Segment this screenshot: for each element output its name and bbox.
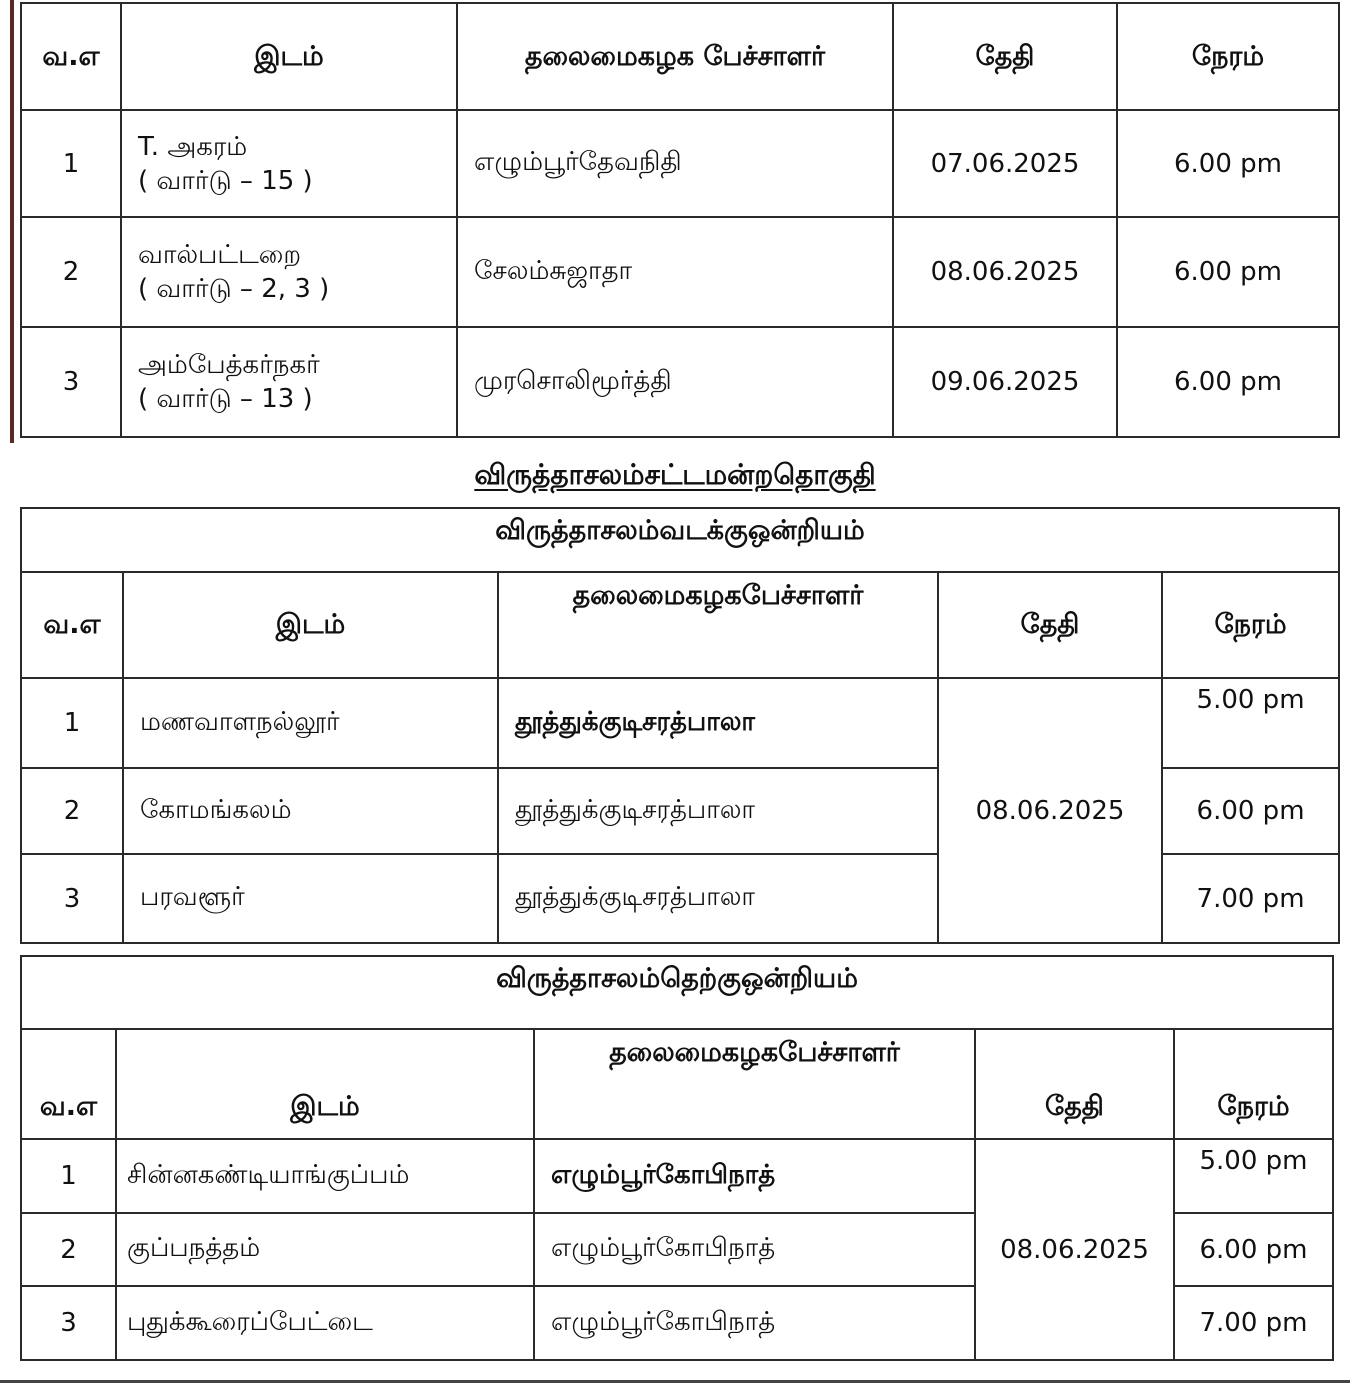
table-row xyxy=(21,110,1339,217)
table-title: விருத்தாசலம்வடக்குஒன்றியம் xyxy=(21,508,1339,572)
table-header-row xyxy=(21,3,1339,110)
header-place: இடம் xyxy=(121,3,457,110)
table-title-row xyxy=(21,956,1333,1029)
header-place: இடம் xyxy=(123,572,498,678)
row-speaker: எழும்பூர்தேவநிதி xyxy=(457,110,893,217)
row-serial: 3 xyxy=(21,854,123,943)
row-serial: 3 xyxy=(21,1286,116,1360)
row-serial: 1 xyxy=(21,110,121,217)
header-place: இடம் xyxy=(116,1029,534,1139)
header-date: தேதி xyxy=(975,1029,1174,1139)
row-serial: 3 xyxy=(21,327,121,437)
schedule-table-3 xyxy=(20,955,1334,1361)
row-speaker: எழும்பூர்கோபிநாத் xyxy=(534,1286,975,1360)
row-serial: 2 xyxy=(21,1213,116,1286)
row-place: புதுக்கூரைப்பேட்டை xyxy=(116,1286,534,1360)
place-name: வால்பட்டறை xyxy=(138,240,302,270)
header-time: நேரம் xyxy=(1162,572,1339,678)
table-title-row xyxy=(21,508,1339,572)
schedule-table-2 xyxy=(20,507,1340,944)
row-speaker: தூத்துக்குடிசரத்பாலா xyxy=(498,768,938,854)
header-date: தேதி xyxy=(938,572,1162,678)
schedule-table-1 xyxy=(20,2,1340,438)
place-ward: ( வார்டு – 15 ) xyxy=(138,165,313,196)
row-place: சின்னகண்டியாங்குப்பம் xyxy=(116,1139,534,1213)
row-time: 5.00 pm xyxy=(1162,678,1339,768)
row-serial: 2 xyxy=(21,217,121,327)
table-row xyxy=(21,217,1339,327)
place-name: அம்பேத்கர்நகர் xyxy=(138,350,320,380)
header-speaker: தலைமைகழகபேச்சாளர் xyxy=(498,572,938,678)
row-speaker: தூத்துக்குடிசரத்பாலா xyxy=(498,854,938,943)
row-speaker: சேலம்சுஜாதா xyxy=(457,217,893,327)
header-serial: வ.எ xyxy=(21,3,121,110)
row-place xyxy=(121,327,457,437)
place-ward: ( வார்டு – 2, 3 ) xyxy=(138,274,330,304)
row-serial: 1 xyxy=(21,1139,116,1213)
row-time: 5.00 pm xyxy=(1174,1139,1333,1213)
row-serial: 2 xyxy=(21,768,123,854)
row-place: குப்பநத்தம் xyxy=(116,1213,534,1286)
row-speaker: முரசொலிமூர்த்தி xyxy=(457,327,893,437)
row-date: 08.06.2025 xyxy=(893,217,1117,327)
row-time: 6.00 pm xyxy=(1174,1213,1333,1286)
table-row xyxy=(21,327,1339,437)
header-time: நேரம் xyxy=(1117,3,1339,110)
row-speaker: எழும்பூர்கோபிநாத் xyxy=(534,1139,975,1213)
header-time: நேரம் xyxy=(1174,1029,1333,1139)
row-place xyxy=(121,217,457,327)
table-header-row xyxy=(21,1029,1333,1139)
row-speaker: தூத்துக்குடிசரத்பாலா xyxy=(498,678,938,768)
row-date: 09.06.2025 xyxy=(893,327,1117,437)
shared-date: 08.06.2025 xyxy=(975,1139,1174,1360)
header-serial: வ.எ xyxy=(21,572,123,678)
row-time: 6.00 pm xyxy=(1117,217,1339,327)
row-time: 6.00 pm xyxy=(1117,110,1339,217)
table-title: விருத்தாசலம்தெற்குஒன்றியம் xyxy=(21,956,1333,1029)
row-time: 6.00 pm xyxy=(1162,768,1339,854)
place-name: T. அகரம் xyxy=(138,131,248,162)
header-serial: வ.எ xyxy=(21,1029,116,1139)
header-speaker: தலைமைகழக பேச்சாளர் xyxy=(457,3,893,110)
header-date: தேதி xyxy=(893,3,1117,110)
row-serial: 1 xyxy=(21,678,123,768)
row-time: 7.00 pm xyxy=(1174,1286,1333,1360)
row-place: பரவளூர் xyxy=(123,854,498,943)
row-place: மணவாளநல்லூர் xyxy=(123,678,498,768)
row-place xyxy=(121,110,457,217)
header-speaker: தலைமைகழகபேச்சாளர் xyxy=(534,1029,975,1139)
row-time: 6.00 pm xyxy=(1117,327,1339,437)
left-margin-rule xyxy=(10,0,14,443)
row-time: 7.00 pm xyxy=(1162,854,1339,943)
row-place: கோமங்கலம் xyxy=(123,768,498,854)
table-header-row xyxy=(21,572,1339,678)
place-ward: ( வார்டு – 13 ) xyxy=(138,384,313,414)
table-row xyxy=(21,678,1339,768)
row-speaker: எழும்பூர்கோபிநாத் xyxy=(534,1213,975,1286)
shared-date: 08.06.2025 xyxy=(938,678,1162,943)
row-date: 07.06.2025 xyxy=(893,110,1117,217)
section-heading: விருத்தாசலம்சட்டமன்றதொகுதி xyxy=(474,458,876,491)
table-row xyxy=(21,1139,1333,1213)
bottom-rule xyxy=(0,1380,1350,1383)
